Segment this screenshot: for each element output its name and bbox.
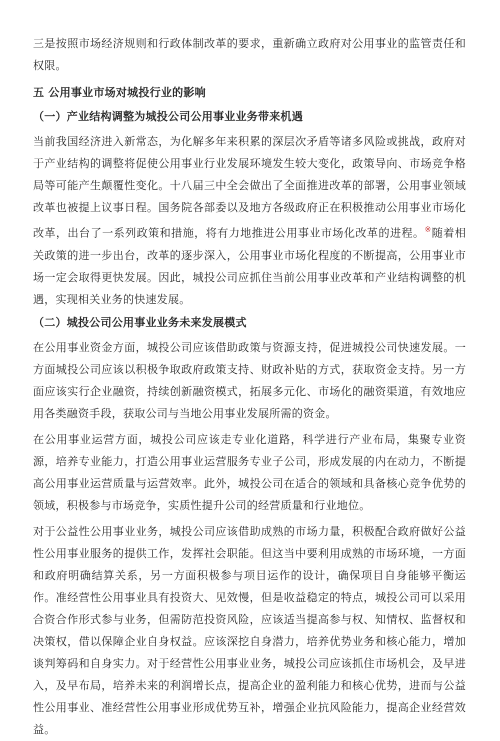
section-heading-5: 五 公用事业市场对城投行业的影响	[33, 86, 206, 99]
paragraph-operations: 在公用事业运营方面，城投公司应该走专业化道路，科学进行产业布局，集聚专业资源，培养专业能力，打造公用事业运营服务专业子公司，形成发展的内在动力，不断提高公用事业运营质量与运营效率。此外，城投公司在适合的领域和具备核心竞争优势的领域，积极参与市场竞争，实质性提升公司的经营质量和行业地位。	[33, 432, 466, 512]
subsection-heading-2: （二）城投公司公用事业业务未来发展模式	[33, 315, 247, 329]
paragraph-funding: 在公用事业资金方面，城投公司应该借助政策与资源支持，促进城投公司快速发展。一方面城投公司应该以积极争取政府政策支持、财政补贴的方式，获取资金支持。另一方面应该实行企业融资，持续创新融资模式，拓展多元化、市场化的融资渠道，有效地应用各类融资手段，获取公司与当地公用事业发展所需的资金。	[33, 340, 466, 420]
paragraph-intro: 三是按照市场经济规则和行政体制改革的要求，重新确立政府对公用事业的监管责任和权限。	[33, 37, 466, 72]
subsection-heading-1: （一）产业结构调整为城投公司公用事业业务带来机遇	[33, 110, 303, 123]
note-mark: ※	[424, 225, 432, 234]
paragraph-public-welfare: 对于公益性公用事业业务，城投公司应该借助成熟的市场力量，积极配合政府做好公益性公用事业服务的提供工作，发挥社会职能。但这当中要利用成熟的市场环境，一方面和政府明确结算关系，另一方面积极参与项目运作的设计，确保项目自身能够平衡运作。准经营性公用事业具有投资大、见效慢，但是收益稳定的特点，城投公司可以采用合资合作形式参与业务，但需防范投资风险，应该适当提高参与权、知情权、监督权和决策权，借以保障企业自身权益。应该深挖自身潜力，培养优势业务和核心能力，增加谈判筹码和自身实力。对于经营性公用事业业务，城投公司应该抓住市场机会，及早进入，及早布局，培养未来的利润增长点，提高企业的盈利能力和核心优势，进而与公益性公用事业、准经营性公用事业形成优势互补，增强企业抗风险能力，提高企业经营效益。	[33, 524, 466, 736]
paragraph-industrial-adjustment	[33, 131, 466, 311]
paragraph-text-b: 随着相关政策的进一步出台，改革的逐步深入，公用事业市场化程度的不断提高，公用事业市场一定会取得更快发展。因此，城投公司应抓住当前公用事业改革和产业结构调整的机遇，实现相关业务的快速发展。	[33, 226, 466, 306]
paragraph-text-a: 当前我国经济进入新常态，为化解多年来积累的深层次矛盾等诸多风险或挑战，政府对于产业结构的调整将促使公用事业行业发展环境发生较大变化，政策导向、市场竞争格局等可能产生颠覆性变化。十八届三中全会做出了全面推进改革的部署，公用事业领域改革也被提上议事日程。国务院各部委以及地方各级政府正在积极推动公用事业市场化改革，出台了一系列政策和措施，将有力地推进公用事业市场化改革的进程。	[33, 135, 466, 240]
